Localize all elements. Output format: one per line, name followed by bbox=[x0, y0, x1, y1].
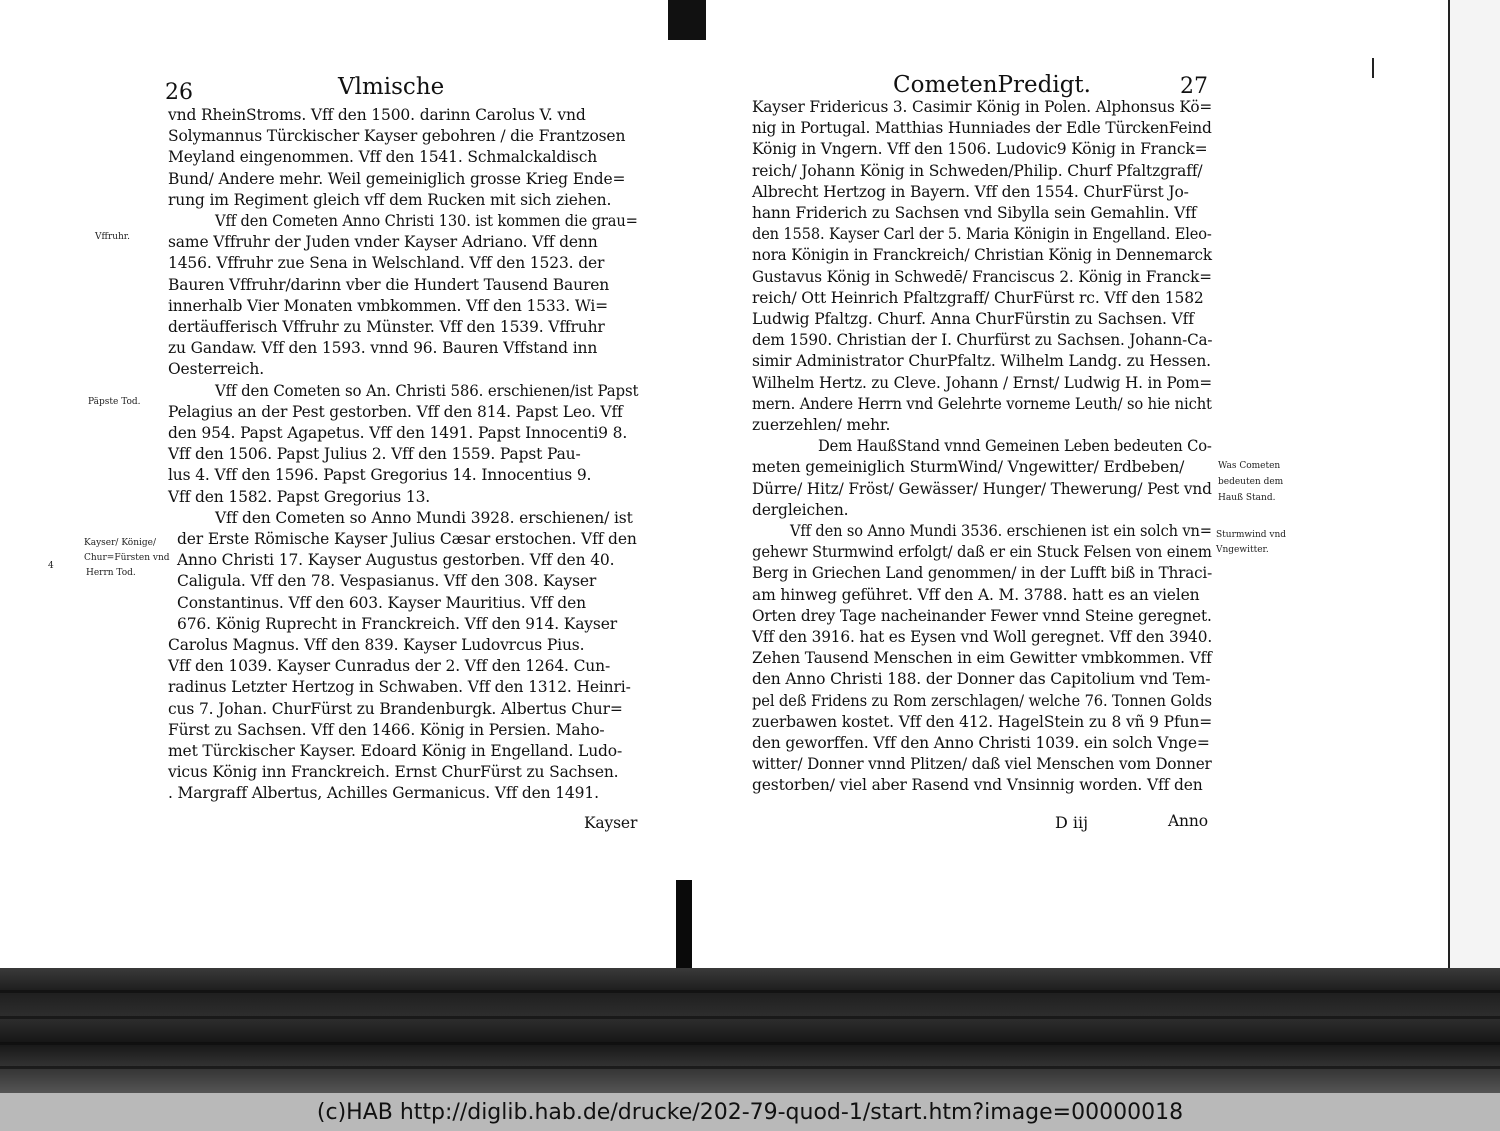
credit-bar bbox=[0, 1093, 1500, 1131]
text-line: Vff den Cometen so An. Christi 586. erschienen/ist Papst bbox=[215, 381, 639, 400]
text-line: rung im Regiment gleich vff dem Rucken mit sich ziehen. bbox=[168, 190, 612, 209]
margin-note-bedeuten: bedeuten dem bbox=[1218, 477, 1284, 487]
text-line: Oesterreich. bbox=[168, 360, 264, 379]
text-line: radinus Letzter Hertzog in Schwaben. Vff den 1312. Heinri- bbox=[168, 678, 631, 697]
text-line: Berg in Griechen Land genommen/ in der Lufft biß in Thraci- bbox=[752, 564, 1213, 583]
text-line: dertäufferisch Vffruhr zu Münster. Vff den 1539. Vffruhr bbox=[168, 318, 605, 336]
text-line: zu Gandaw. Vff den 1593. vnnd 96. Bauren Vffstand inn bbox=[168, 339, 598, 358]
text-line: meten gemeiniglich SturmWind/ Vngewitter/ Erdbeben/ bbox=[752, 458, 1185, 477]
text-line: Vff den 1582. Papst Gregorius 13. bbox=[168, 487, 431, 506]
text-line: zuerbawen kostet. Vff den 412. HagelStein zu 8 vñ 9 Pfun= bbox=[752, 712, 1213, 731]
right-running-title: CometenPredigt. bbox=[893, 72, 1091, 98]
bed-stripe bbox=[0, 990, 1500, 993]
text-line: den 1558. Kayser Carl der 5. Maria Königin in Engelland. Eleo- bbox=[752, 225, 1212, 244]
bed-stripe bbox=[0, 1042, 1500, 1045]
text-line: Anno Christi 17. Kayser Augustus gestorben. Vff den 40. bbox=[177, 551, 615, 570]
text-line: same Vffruhr der Juden vnder Kayser Adriano. Vff denn bbox=[168, 233, 598, 252]
text-line: witter/ Donner vnnd Plitzen/ daß viel Menschen vom Donner bbox=[752, 755, 1212, 774]
text-line: Dürre/ Hitz/ Fröst/ Gewässer/ Hunger/ Thewerung/ Pest vnd bbox=[752, 479, 1212, 498]
text-line: nora Königin in Franckreich/ Christian König in Dennemarck bbox=[752, 246, 1212, 265]
text-line: Fürst zu Sachsen. Vff den 1466. König in Persien. Maho- bbox=[168, 720, 605, 739]
signature-mark: D iij bbox=[1055, 813, 1089, 832]
left-running-title: Vlmische bbox=[338, 74, 445, 100]
text-line: den geworffen. Vff den Anno Christi 1039. ein solch Vnge= bbox=[752, 734, 1210, 752]
text-line: Orten drey Tage nacheinander Fewer vnnd Steine geregnet. bbox=[752, 606, 1212, 625]
text-line: reich/ Johann König in Schweden/Philip. Churf Pfaltzgraff/ bbox=[752, 161, 1203, 180]
text-line: cus 7. Johan. ChurFürst zu Brandenburgk. Albertus Chur= bbox=[168, 699, 623, 718]
margin-note-churfuersten: Chur=Fürsten vnd bbox=[84, 553, 170, 563]
margin-note-kayser: Kayser/ Könige/ bbox=[84, 538, 157, 548]
text-line: Vff den Cometen Anno Christi 130. ist kommen die grau= bbox=[215, 212, 638, 230]
right-page-number: 27 bbox=[1180, 74, 1208, 99]
gutter-clamp-mark bbox=[676, 880, 692, 968]
text-line: den Anno Christi 188. der Donner das Capitolium vnd Tem- bbox=[752, 670, 1211, 689]
text-line: gehewr Sturmwind erfolgt/ daß er ein Stuck Felsen von einem bbox=[752, 543, 1212, 562]
text-line: hann Friderich zu Sachsen vnd Sibylla sein Gemahlin. Vff bbox=[752, 204, 1197, 222]
text-line: Carolus Magnus. Vff den 839. Kayser Ludovrcus Pius. bbox=[168, 636, 585, 654]
margin-note-sturmwind: Sturmwind vnd bbox=[1216, 530, 1287, 540]
right-catchword: Anno bbox=[1168, 812, 1208, 830]
gutter-shadow bbox=[668, 0, 706, 40]
stray-mark: 4 bbox=[48, 561, 54, 571]
text-line: . Margraff Albertus, Achilles Germanicus. Vff den 1491. bbox=[168, 784, 599, 803]
margin-note-vngewitter: Vngewitter. bbox=[1216, 545, 1269, 555]
text-line: Kayser Fridericus 3. Casimir König in Polen. Alphonsus Kö= bbox=[752, 98, 1213, 116]
margin-note-was-cometen: Was Cometen bbox=[1218, 461, 1281, 471]
text-line: gestorben/ viel aber Rasend vnd Vnsinnig worden. Vff den bbox=[752, 776, 1203, 795]
text-line: Zehen Tausend Menschen in eim Gewitter vmbkommen. Vff bbox=[752, 649, 1212, 668]
bed-stripe bbox=[0, 1016, 1500, 1019]
text-line: Gustavus König in Schwedē/ Franciscus 2. König in Franck= bbox=[752, 267, 1212, 286]
text-line: dergleichen. bbox=[752, 500, 849, 519]
scanner-bed bbox=[0, 968, 1500, 1093]
text-line: Vff den so Anno Mundi 3536. erschienen ist ein solch vn= bbox=[790, 522, 1212, 540]
text-line: simir Administrator ChurPfaltz. Wilhelm Landg. zu Hessen. bbox=[752, 352, 1211, 371]
bed-stripe bbox=[0, 1066, 1500, 1069]
text-line: am hinweg geführet. Vff den A. M. 3788. hatt es an vielen bbox=[752, 585, 1200, 604]
text-line: lus 4. Vff den 1596. Papst Gregorius 14. Innocentius 9. bbox=[168, 466, 592, 485]
text-line: pel deß Fridens zu Rom zerschlagen/ welche 76. Tonnen Golds bbox=[752, 691, 1212, 710]
text-line: met Türckischer Kayser. Edoard König in Engelland. Ludo- bbox=[168, 742, 623, 760]
text-line: Constantinus. Vff den 603. Kayser Mauritius. Vff den bbox=[177, 593, 586, 612]
text-line: Ludwig Pfaltzg. Churf. Anna ChurFürstin zu Sachsen. Vff bbox=[752, 310, 1194, 328]
text-line: dem 1590. Christian der I. Churfürst zu Sachsen. Johann-Ca- bbox=[752, 331, 1213, 350]
text-line: König in Vngern. Vff den 1506. Ludovic9 König in Franck= bbox=[752, 140, 1208, 159]
left-page-number: 26 bbox=[165, 80, 193, 105]
text-line: Caligula. Vff den 78. Vespasianus. Vff den 308. Kayser bbox=[177, 572, 597, 591]
text-line: Bund/ Andere mehr. Weil gemeiniglich grosse Krieg Ende= bbox=[168, 169, 626, 188]
text-line: Vff den Cometen so Anno Mundi 3928. erschienen/ ist bbox=[215, 508, 633, 527]
margin-note-haussstand: Hauß Stand. bbox=[1218, 493, 1276, 503]
margin-note-paepste-tod: Päpste Tod. bbox=[88, 397, 141, 407]
text-line: mern. Andere Herrn vnd Gelehrte vorneme Leuth/ so hie nicht bbox=[752, 394, 1212, 413]
left-catchword: Kayser bbox=[584, 814, 638, 832]
text-line: zuerzehlen/ mehr. bbox=[752, 416, 891, 434]
text-line: den 954. Papst Agapetus. Vff den 1491. Papst Innocenti9 8. bbox=[168, 424, 628, 442]
text-line: nig in Portugal. Matthias Hunniades der Edle TürckenFeind bbox=[752, 119, 1212, 138]
text-line: vnd RheinStroms. Vff den 1500. darinn Carolus V. vnd bbox=[168, 106, 586, 124]
text-line: Pelagius an der Pest gestorben. Vff den 814. Papst Leo. Vff bbox=[168, 402, 623, 421]
text-line: Meyland eingenommen. Vff den 1541. Schmalckaldisch bbox=[168, 148, 598, 167]
page-edge bbox=[1448, 0, 1500, 980]
text-line: 1456. Vffruhr zue Sena in Welschland. Vff den 1523. der bbox=[168, 254, 605, 273]
text-line: innerhalb Vier Monaten vmbkommen. Vff den 1533. Wi= bbox=[168, 296, 609, 315]
text-line: der Erste Römische Kayser Julius Cæsar erstochen. Vff den bbox=[177, 530, 637, 548]
text-line: Bauren Vffruhr/darinn vber die Hundert Tausend Bauren bbox=[168, 275, 610, 294]
text-line: Vff den 1506. Papst Julius 2. Vff den 1559. Papst Pau- bbox=[168, 445, 581, 464]
margin-note-herrn-tod: Herrn Tod. bbox=[86, 568, 136, 578]
credit-text: (c)HAB http://diglib.hab.de/drucke/202-79-quod-1/start.htm?image=00000018 bbox=[316, 1099, 1184, 1125]
text-line: Solymannus Türckischer Kayser gebohren / die Frantzosen bbox=[168, 127, 626, 146]
text-line: vicus König inn Franckreich. Ernst ChurFürst zu Sachsen. bbox=[168, 763, 619, 782]
margin-note-vffruhr: Vffruhr. bbox=[95, 232, 130, 242]
text-line: Vff den 3916. hat es Eysen vnd Woll geregnet. Vff den 3940. bbox=[752, 628, 1213, 646]
text-line: Dem HaußStand vnnd Gemeinen Leben bedeuten Co- bbox=[818, 437, 1212, 456]
text-line: Vff den 1039. Kayser Cunradus der 2. Vff den 1264. Cun- bbox=[168, 657, 611, 676]
text-line: Albrecht Hertzog in Bayern. Vff den 1554. ChurFürst Jo- bbox=[752, 182, 1189, 201]
text-line: Wilhelm Hertz. zu Cleve. Johann / Ernst/ Ludwig H. in Pom= bbox=[752, 373, 1212, 392]
text-line: 676. König Ruprecht in Franckreich. Vff den 914. Kayser bbox=[177, 614, 617, 633]
text-line: reich/ Ott Heinrich Pfaltzgraff/ ChurFürst rc. Vff den 1582 bbox=[752, 288, 1204, 307]
stray-tick-mark bbox=[1372, 58, 1374, 78]
